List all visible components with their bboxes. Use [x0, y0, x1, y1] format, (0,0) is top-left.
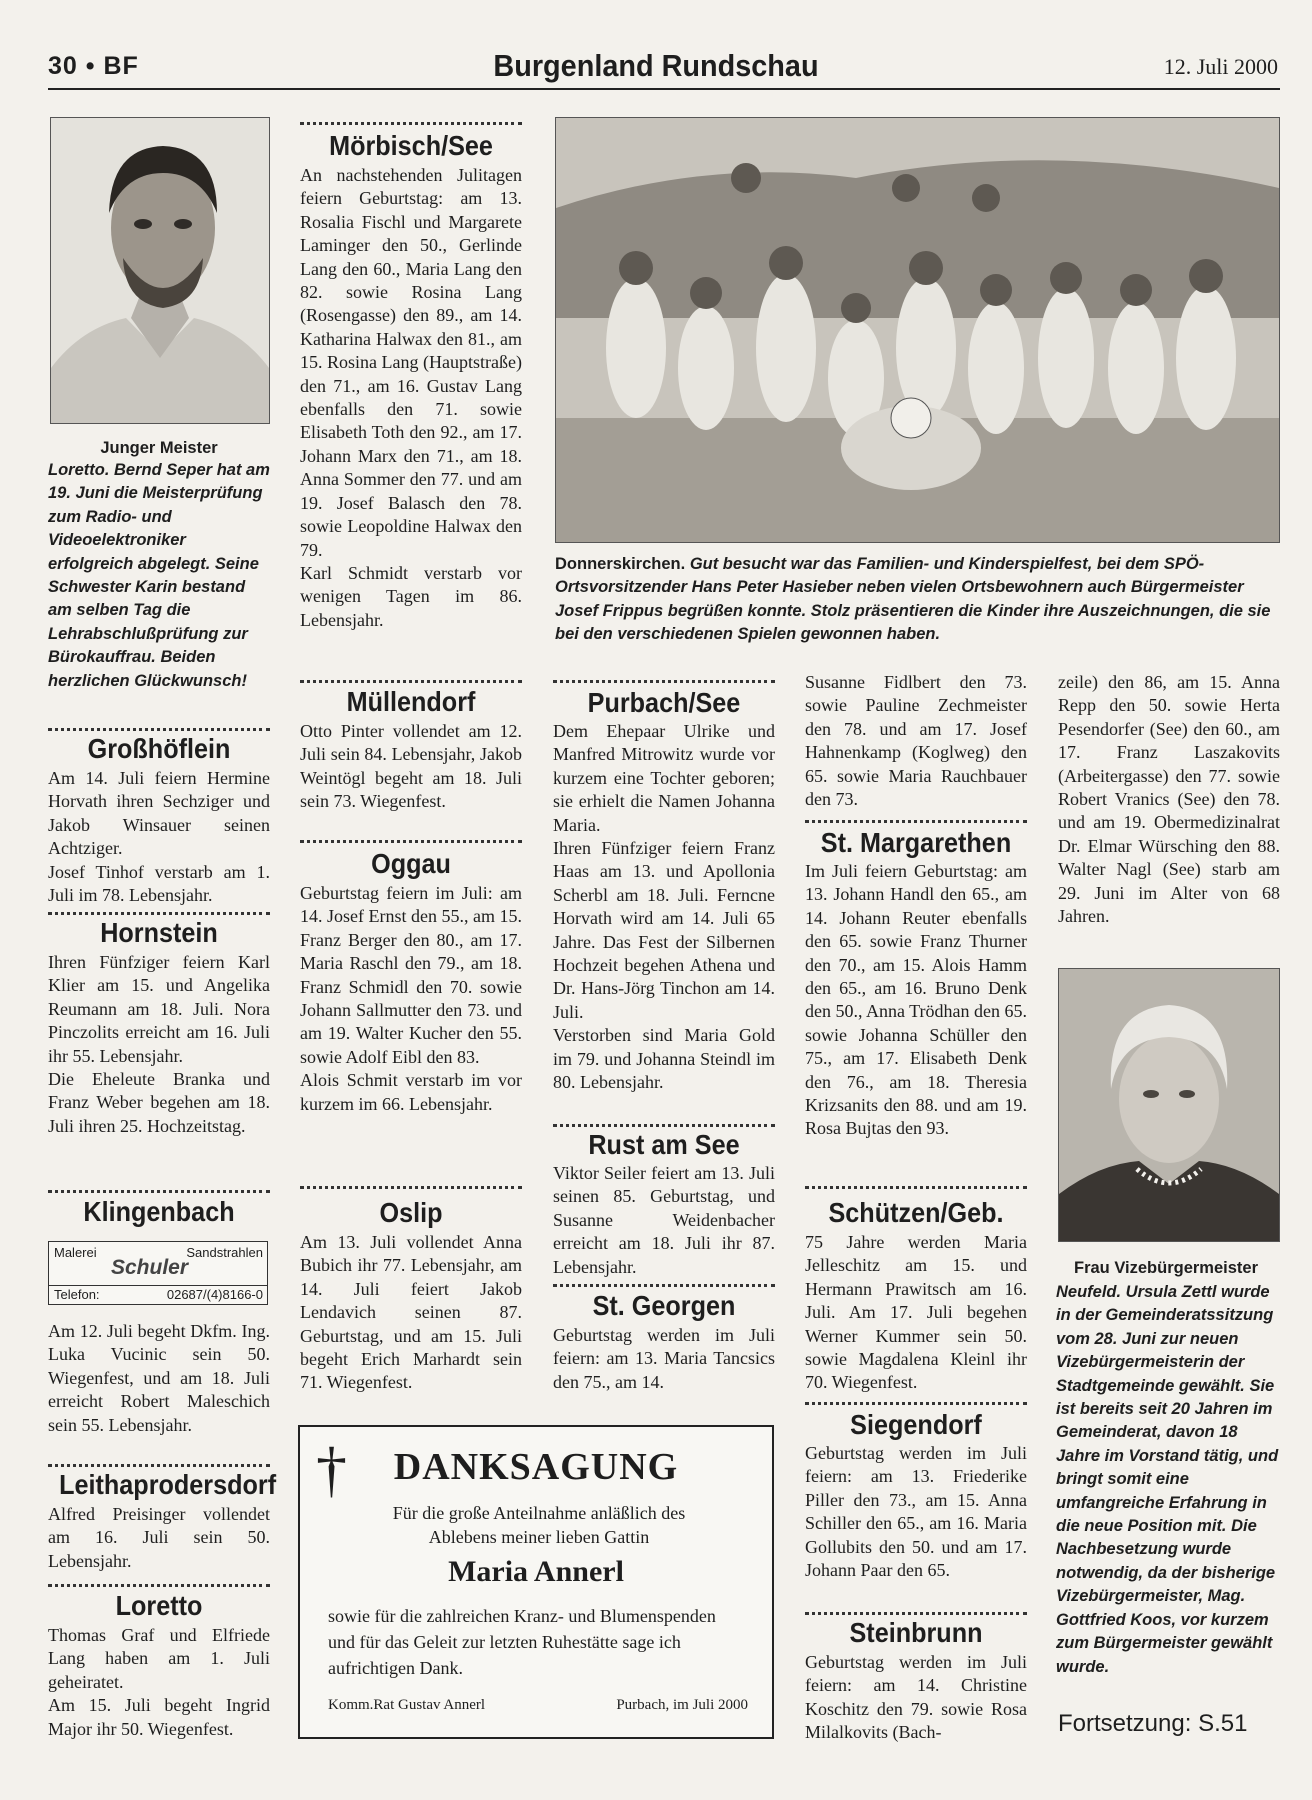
article-schutzen [805, 1231, 1027, 1395]
danksagung-notice [298, 1425, 774, 1739]
paragraph: Am 13. Juli vollendet Anna Bubich ihr 77. Lebensjahr, am 14. Juli feiert Jakob Lendavich seinen 87. Geburtstag, und am 15. Juli begeht Erich Marhardt sein 71. Wiegenfest. [300, 1232, 522, 1393]
article-morbisch [300, 164, 522, 632]
divider [805, 1402, 1027, 1405]
caption-junger-meister: Loretto. Bernd Seper hat am 19. Juni die Meisterprüfung zum Radio- und Videoelektroniker erfolgreich abgelegt. Seine Schwester Karin bestand am selben Tag die Lehrabschlußprüfung zur Bürokauffrau. Beiden herzlichen Glückwunsch! [48, 461, 270, 690]
paragraph: Im Juli feiern Geburtstag: am 13. Johann Handl den 65., am 14. Johann Reuter ebenfalls den 65. sowie Franz Thurner den 70., am 15. Alois Hamm den 65., am 16. Bruno Denk den 50., Anna Trödhan den 65. sowie Johanna Schüller den 75., am 17. Elisabeth Denk den 76., am 18. Theresia Krizsanits den 88. und am 19. Rosa Bujtas den 93. [805, 861, 1027, 1139]
danksagung-line2: sowie für die zahlreichen Kranz- und Blumenspenden und für das Geleit zur letzten Ruhestätte sage ich aufrichtigen Dank. [328, 1606, 716, 1678]
issue-date: 12. Juli 2000 [1163, 54, 1278, 79]
header-rule [48, 88, 1280, 90]
article-continued-steinbrunn [1058, 671, 1280, 928]
divider [805, 820, 1027, 823]
heading-purbach: Purbach/See [587, 687, 741, 718]
divider [805, 1186, 1027, 1189]
article-mullendorf [300, 720, 522, 814]
divider [805, 1612, 1027, 1615]
paragraph: Alois Schmit verstarb im vor kurzem im 66. Lebensjahr. [300, 1070, 522, 1114]
newspaper-title: Burgenland Rundschau [493, 48, 819, 83]
article-oggau [300, 882, 522, 1116]
heading-rust: Rust am See [588, 1129, 740, 1160]
article-klingenbach [48, 1320, 270, 1437]
heading-loretto: Loretto [115, 1590, 203, 1621]
heading-st-georgen: St. Georgen [592, 1290, 736, 1321]
divider [48, 1464, 270, 1467]
caption-vizeburgermeister: Neufeld. Ursula Zettl wurde in der Gemeinderatssitzung vom 28. Juni zur neuen Vizebürgermeisterin der Stadtgemeinde gewählt. Sie ist bereits seit 20 Jahren im Gemeinderat, davon 18 Jahre im Vorstand tätig, und bringt somit eine umfangreiche Erfahrung in die neue Position mit. Die Nachbesetzung wurde notwendig, da der bisherige Vizebürgermeister, Mag. Gottfried Koos, vor kurzem zum Bürgermeister gewählt wurde. [1056, 1283, 1279, 1676]
portrait-photo-ursula-zettl [1058, 968, 1280, 1242]
heading-oggau: Oggau [371, 848, 451, 879]
article-leithaprodersdorf [48, 1503, 270, 1573]
heading-schutzen: Schützen/Geb. [828, 1197, 1004, 1228]
heading-mullendorf: Müllendorf [346, 686, 476, 717]
cross-icon: † [316, 1436, 347, 1504]
heading-grosshoflein: Großhöflein [87, 733, 231, 764]
ad-phone: 02687/(4)8166-0 [166, 1287, 263, 1302]
divider [48, 1584, 270, 1587]
portrait-photo-bernd-seper [50, 117, 270, 424]
paragraph: Viktor Seiler feiert am 13. Juli seinen 85. Geburtstag, und Susanne Weidenbacher erreicht am 18. Juli ihr 87. Lebensjahr. [553, 1163, 775, 1277]
portrait-woman-image [1059, 969, 1279, 1241]
divider [48, 1190, 270, 1193]
advertisement-schuler [48, 1241, 268, 1305]
danksagung-name: Maria Annerl [448, 1555, 624, 1588]
heading-leithaprodersdorf: Leithaprodersdorf [59, 1469, 277, 1500]
paragraph: Josef Tinhof verstarb am 1. Juli im 78. Lebensjahr. [48, 861, 270, 906]
divider [300, 840, 522, 843]
divider [300, 680, 522, 683]
paragraph: Thomas Graf und Elfriede Lang haben am 1. Juli geheiratet. [48, 1625, 270, 1692]
caption-title-junger-meister: Junger Meister [100, 439, 218, 457]
heading-morbisch: Mörbisch/See [329, 130, 493, 161]
heading-oslip: Oslip [379, 1197, 443, 1228]
caption-donnerskirchen [555, 553, 1278, 647]
divider [48, 728, 270, 731]
divider [553, 1284, 775, 1287]
paragraph: Die Eheleute Branka und Franz Weber begehen am 18. Juli ihren 25. Hochzeitstag. [48, 1069, 270, 1136]
portrait-man-image [51, 118, 269, 423]
article-continued [805, 671, 1027, 811]
article-grosshoflein [48, 767, 270, 907]
ad-phone-label: Telefon: [54, 1287, 100, 1302]
page-number: 30 • BF [48, 52, 139, 80]
paragraph: Am 14. Juli feiern Hermine Horvath ihren Sechziger und Jakob Winsauer seinen Achtziger. [48, 768, 270, 859]
paragraph: Am 12. Juli begeht Dkfm. Ing. Luka Vucinic sein 50. Wiegenfest, und am 18. Juli erreicht Robert Maleschich sein 55. Lebensjahr. [48, 1321, 270, 1435]
divider [300, 122, 522, 125]
divider [553, 680, 775, 683]
paragraph: Verstorben sind Maria Gold im 79. und Johanna Steindl im 80. Lebensjahr. [553, 1025, 775, 1093]
continuation-note[interactable]: Fortsetzung: S.51 [1058, 1710, 1248, 1737]
heading-siegendorf: Siegendorf [850, 1409, 982, 1440]
article-purbach [553, 720, 775, 1095]
danksagung-line1: Für die große Anteilnahme anläßlich des Ablebens meiner lieben Gattin [392, 1503, 686, 1547]
paragraph: Am 15. Juli begeht Ingrid Major ihr 50. Wiegenfest. [48, 1695, 270, 1739]
paragraph: Susanne Fidlbert den 73. sowie Pauline Zechmeister den 78. und am 17. Josef Hahnenkamp (Koglweg) den 65. sowie Maria Rauchbauer den 73. [805, 672, 1027, 810]
article-loretto [48, 1624, 270, 1741]
danksagung-title: DANKSAGUNG [393, 1446, 679, 1488]
ad-divider [49, 1285, 267, 1286]
paragraph: Geburtstag werden im Juli feiern: am 14. Christine Koschitz den 79. sowie Rosa Milalkovits (Bach- [805, 1652, 1027, 1743]
danksagung-place-date: Purbach, im Juli 2000 [616, 1697, 748, 1713]
heading-klingenbach: Klingenbach [83, 1196, 235, 1227]
article-rust [553, 1162, 775, 1279]
paragraph: Karl Schmidt verstarb vor wenigen Tagen im 86. Lebensjahr. [300, 562, 522, 630]
caption-title-vizeburgermeister: Frau Vizebürgermeister [1073, 1259, 1258, 1277]
article-hornstein [48, 951, 270, 1138]
paragraph: Otto Pinter vollendet am 12. Juli sein 84. Lebensjahr, Jakob Weintögl begeht am 18. Juli sein 73. Wiegenfest. [300, 721, 522, 812]
heading-steinbrunn: Steinbrunn [849, 1617, 983, 1648]
paragraph: Ihren Fünfziger feiern Franz Haas am 13. und Apollonia Scherbl am 18. Juli. Ferncne Horvath wird am 14. Juli 65 Jahre. Das Fest der Silbernen Hochzeit begehen Athena und Dr. Hans-Jörg Tinchon am 14. Juli. [553, 838, 775, 1022]
paragraph: Dem Ehepaar Ulrike und Manfred Mitrowitz wurde vor kurzem eine Tochter geboren; sie erhielt die Namen Johanna Maria. [553, 721, 775, 835]
ad-left-label: Malerei [54, 1245, 97, 1260]
article-steinbrunn [805, 1651, 1027, 1745]
article-oslip [300, 1231, 522, 1395]
paragraph: Geburtstag werden im Juli feiern: am 13. Maria Tancsics den 75., am 14. [553, 1325, 775, 1392]
paragraph: zeile) den 86, am 15. Anna Repp den 50. sowie Herta Pesendorfer (See) den 60., am 17. Franz Laszakovits (Arbeitergasse) den 77. sowie Robert Vranics (See) den 78. und am 19. Obermedizinalrat Dr. Elmar Würsching den 88. Walter Nagl (See) starb am 29. Juni im Alter von 68 Jahren. [1058, 672, 1280, 927]
article-st-georgen [553, 1324, 775, 1394]
paragraph: Geburtstag feiern im Juli: am 14. Josef Ernst den 55., am 15. Franz Berger den 80., am 17. Maria Raschl den 79., am 18. Franz Schmidl den 70. sowie Johann Sallmutter den 73. und am 19. Walter Kucher den 55. sowie Adolf Eibl den 83. [300, 883, 522, 1067]
caption-text: Gut besucht war das Familien- und Kinderspielfest, bei dem SPÖ-Ortsvorsitzender Hans Peter Hasieber neben vielen Ortsbewohnern auch Bürgermeister Josef Frippus begrüßen konnte. Stolz präsentieren die Kinder ihre Auszeichnungen, die sie bei den verschiedenen Spielen gewonnen haben. [555, 555, 1271, 644]
ad-logo: Schuler [111, 1256, 189, 1279]
ad-right-label: Sandstrahlen [186, 1245, 263, 1260]
heading-st-margarethen: St. Margarethen [820, 827, 1012, 858]
caption-place: Donnerskirchen. [555, 555, 686, 573]
heading-hornstein: Hornstein [100, 917, 218, 948]
paragraph: Ihren Fünfziger feiern Karl Klier am 15. und Angelika Reumann am 18. Juli. Nora Pinczolits erreicht am 16. Juli ihr 55. Lebensjahr. [48, 952, 270, 1066]
danksagung-signer: Komm.Rat Gustav Annerl [328, 1697, 486, 1713]
divider [48, 912, 270, 915]
paragraph: 75 Jahre werden Maria Jelleschitz am 15. und Hermann Prawitsch am 16. Juli. Am 17. Juli begehen Werner Kummer sein 50. sowie Magdalena Kleinl ihr 70. Wiegenfest. [805, 1232, 1027, 1393]
group-photo-children [555, 117, 1280, 543]
article-st-margarethen [805, 860, 1027, 1141]
paragraph: Geburtstag werden im Juli feiern: am 13. Friederike Piller den 73., am 15. Anna Schiller den 65., am 16. Maria Gollubits den 50. und am 17. Johann Paar den 65. [805, 1443, 1027, 1581]
article-siegendorf [805, 1442, 1027, 1582]
paragraph: An nachstehenden Julitagen feiern Geburtstag: am 13. Rosalia Fischl und Margarete Laminger den 50., Gerlinde Lang den 60., Maria Lang den 82. sowie Rosina Lang (Rosengasse) den 89., am 14. Katharina Halwax den 81., am 15. Rosina Lang (Hauptstraße) den 71., am 16. Gustav Lang ebenfalls den 71. sowie Elisabeth Toth den 92., am 17. Johann Marx den 71., am 18. Anna Sommer den 77. und am 19. Josef Balasch den 78. sowie Leopoldine Halwax den 79. [300, 165, 522, 560]
paragraph: Alfred Preisinger vollendet am 16. Juli sein 50. Lebensjahr. [48, 1504, 270, 1571]
children-group-image [556, 118, 1279, 542]
divider [300, 1186, 522, 1189]
divider [553, 1124, 775, 1127]
